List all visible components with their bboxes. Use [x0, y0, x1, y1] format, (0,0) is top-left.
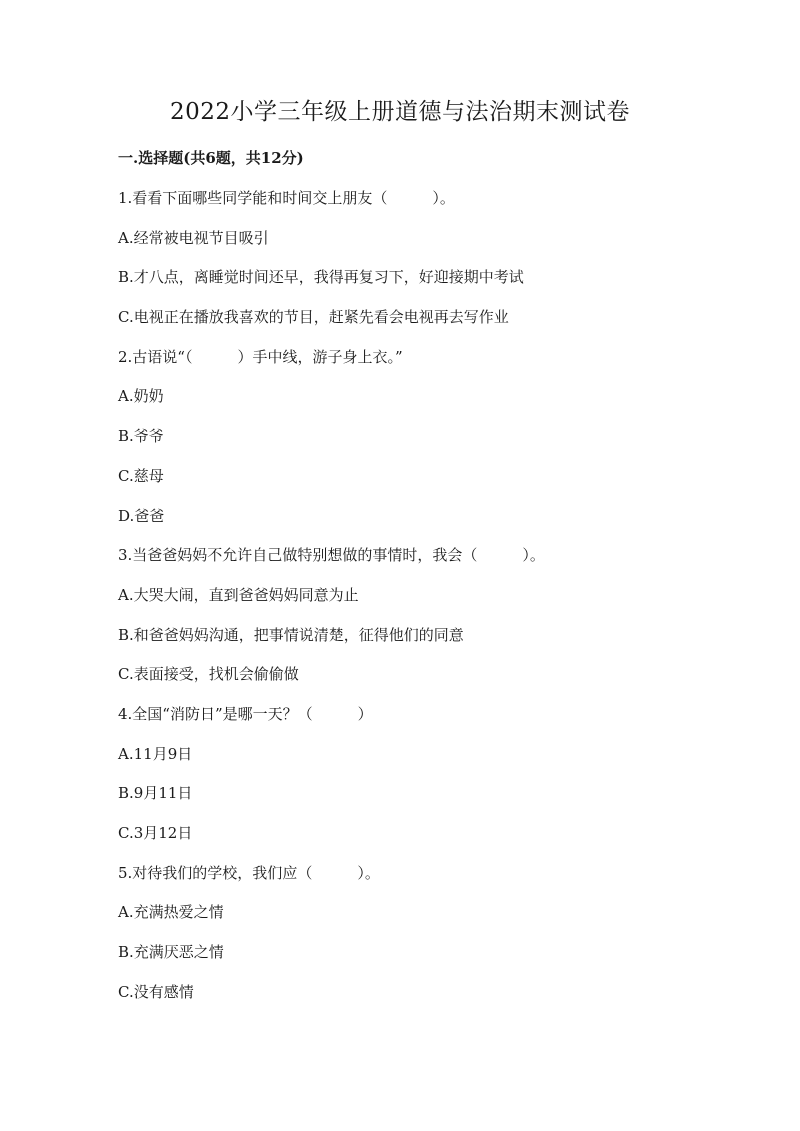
question-3-option-b: B.和爸爸妈妈沟通，把事情说清楚，征得他们的同意: [118, 625, 464, 644]
question-2-option-b: B.爷爷: [118, 427, 164, 446]
question-3-stem: 3.当爸爸妈妈不允许自己做特别想做的事情时，我会（ ）。: [118, 546, 545, 565]
question-1-option-c: C.电视正在播放我喜欢的节目，赶紧先看会电视再去写作业: [118, 308, 509, 327]
question-4-option-c: C.3月12日: [118, 824, 193, 842]
question-2-option-c: C.慈母: [118, 466, 164, 485]
question-4-stem: 4.全国“消防日”是哪一天？（ ）: [118, 704, 373, 723]
question-3-option-c: C.表面接受，找机会偷偷做: [118, 665, 299, 684]
question-2-option-d: D.爸爸: [118, 506, 165, 525]
question-5-option-c: C.没有感情: [118, 982, 194, 1001]
question-5-option-a: A.充满热爱之情: [118, 903, 224, 922]
exam-title: 2022小学三年级上册道德与法治期末测试卷: [169, 99, 631, 125]
question-3-option-a: A.大哭大闹，直到爸爸妈妈同意为止: [118, 585, 359, 604]
question-5-option-b: B.充满厌恶之情: [118, 943, 224, 962]
question-1-option-b: B.才八点，离睡觉时间还早，我得再复习下，好迎接期中考试: [118, 268, 524, 287]
question-2-stem: 2.古语说“（ ）手中线，游子身上衣。”: [118, 347, 403, 366]
question-1-option-a: A.经常被电视节目吸引: [118, 228, 269, 247]
question-5-stem: 5.对待我们的学校，我们应（ ）。: [118, 863, 380, 882]
question-1-stem: 1.看看下面哪些同学能和时间交上朋友（ ）。: [118, 189, 455, 207]
question-list: [118, 186, 718, 1019]
question-2-option-a: A.奶奶: [118, 387, 164, 406]
section-heading: 一.选择题(共6题，共12分): [118, 149, 304, 167]
question-4-option-a: A.11月9日: [118, 744, 193, 763]
question-4-option-b: B.9月11日: [118, 784, 193, 803]
